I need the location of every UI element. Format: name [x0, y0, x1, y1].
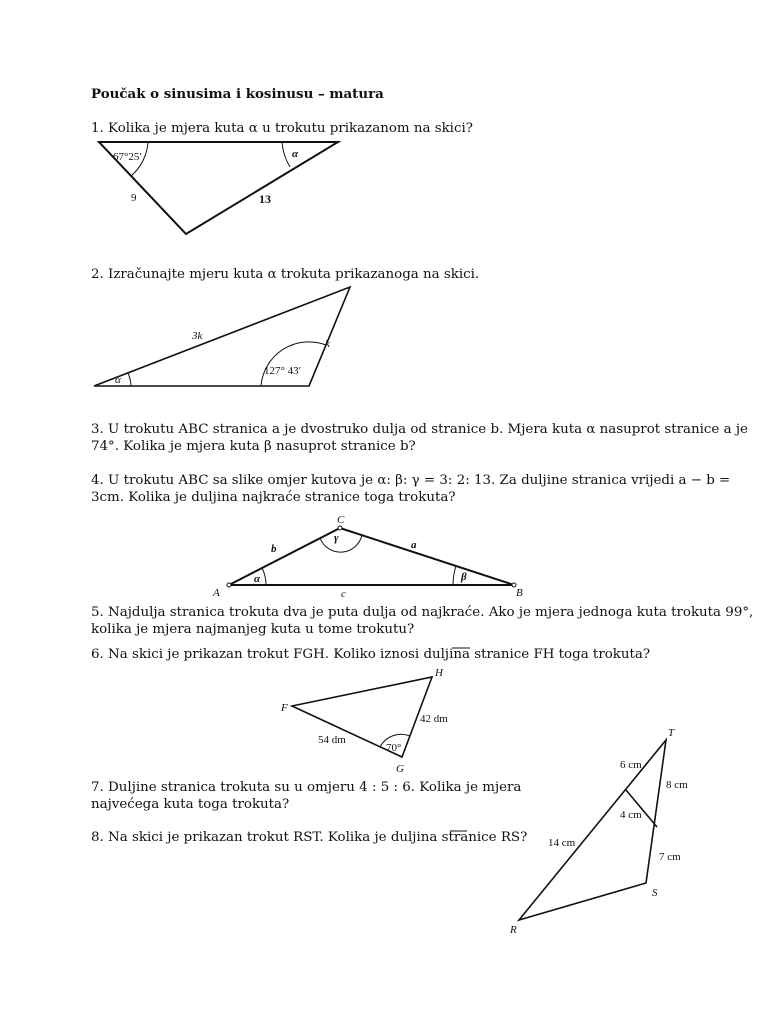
vertex-label-g: G — [396, 763, 404, 775]
side-label-9: 9 — [131, 192, 137, 204]
angle-label-alpha: α — [292, 148, 299, 160]
vertex-label-f: F — [281, 702, 288, 714]
side-label-b: b — [271, 543, 277, 555]
angle-label-gamma: γ — [334, 532, 339, 544]
vertex-label-b: B — [516, 587, 523, 599]
vertex-label-s: S — [652, 887, 658, 899]
vertex-label-c: C — [337, 514, 345, 526]
side-label-13: 13 — [259, 192, 271, 206]
side-label-4cm: 4 cm — [620, 809, 642, 821]
task-number: 2. — [91, 267, 104, 282]
task-number: 5. — [91, 605, 104, 620]
task-text: U trokutu ABC sa slike omjer kutova je α: β: γ = 3: 2: 13. Za duljine stranica vrijedi a − b = — [108, 473, 731, 488]
side-label-k: k — [325, 338, 330, 350]
page-title: Poučak o sinusima i kosinusu – matura — [91, 86, 384, 102]
angle-label-127-43: 127° 43′ — [264, 365, 302, 377]
task-text: Na skici je prikazan trokut RST. Kolika je duljina stranice RS? — [108, 830, 528, 845]
triangle-8-edges — [519, 740, 666, 920]
side-label-3k: 3k — [192, 330, 203, 342]
task-number: 4. — [91, 473, 104, 488]
vertex-label-h: H — [435, 667, 443, 679]
task-text: U trokutu ABC stranica a je dvostruko dulja od stranice b. Mjera kuta α nasuprot stranice a je — [108, 422, 748, 437]
task-text: Izračunajte mjeru kuta α trokuta prikazanoga na skici. — [108, 267, 480, 282]
vertex-label-r: R — [510, 924, 517, 936]
angle-label-alpha: α — [115, 374, 121, 386]
side-label-54dm: 54 dm — [318, 734, 346, 746]
angle-label-beta: β — [461, 571, 467, 583]
angle-label-alpha: α — [254, 573, 261, 585]
side-label-8cm: 8 cm — [666, 779, 688, 791]
task-text: Kolika je mjera kuta α u trokutu prikazanom na skici? — [108, 121, 473, 136]
angle-label-70: 70° — [386, 742, 402, 754]
task-number: 7. — [91, 780, 104, 795]
task-text: Najdulja stranica trokuta dva je puta dulja od najkraće. Ako je mjera jednoga kuta trokuta 99°, — [108, 605, 754, 620]
task-text: Na skici je prikazan trokut FGH. Koliko iznosi duljina stranice FH toga trokuta? — [108, 647, 651, 662]
side-label-14cm: 14 cm — [548, 837, 576, 849]
task-7-line-2: najvećega kuta toga trokuta? — [91, 797, 290, 812]
side-label-c: c — [341, 588, 346, 600]
side-label-6cm: 6 cm — [620, 759, 642, 771]
vertex-label-t: T — [668, 727, 675, 739]
vertex-label-a: A — [213, 587, 220, 599]
task-number: 6. — [91, 647, 104, 662]
task-text: Duljine stranica trokuta su u omjeru 4 : 5 : 6. Kolika je mjera — [108, 780, 522, 795]
side-label-7cm: 7 cm — [659, 851, 681, 863]
task-4-line-2: 3cm. Kolika je duljina najkraće stranice toga trokuta? — [91, 490, 456, 505]
side-label-a: a — [411, 539, 417, 551]
task-number: 3. — [91, 422, 104, 437]
task-number: 8. — [91, 830, 104, 845]
task-5-line-2: kolika je mjera najmanjeg kuta u tome trokutu? — [91, 622, 415, 637]
task-number: 1. — [91, 121, 104, 136]
task-3-line-2: 74°. Kolika je mjera kuta β nasuprot stranice b? — [91, 439, 416, 454]
side-label-42dm: 42 dm — [420, 713, 448, 725]
angle-label-67-25: 67°25′ — [113, 151, 142, 163]
